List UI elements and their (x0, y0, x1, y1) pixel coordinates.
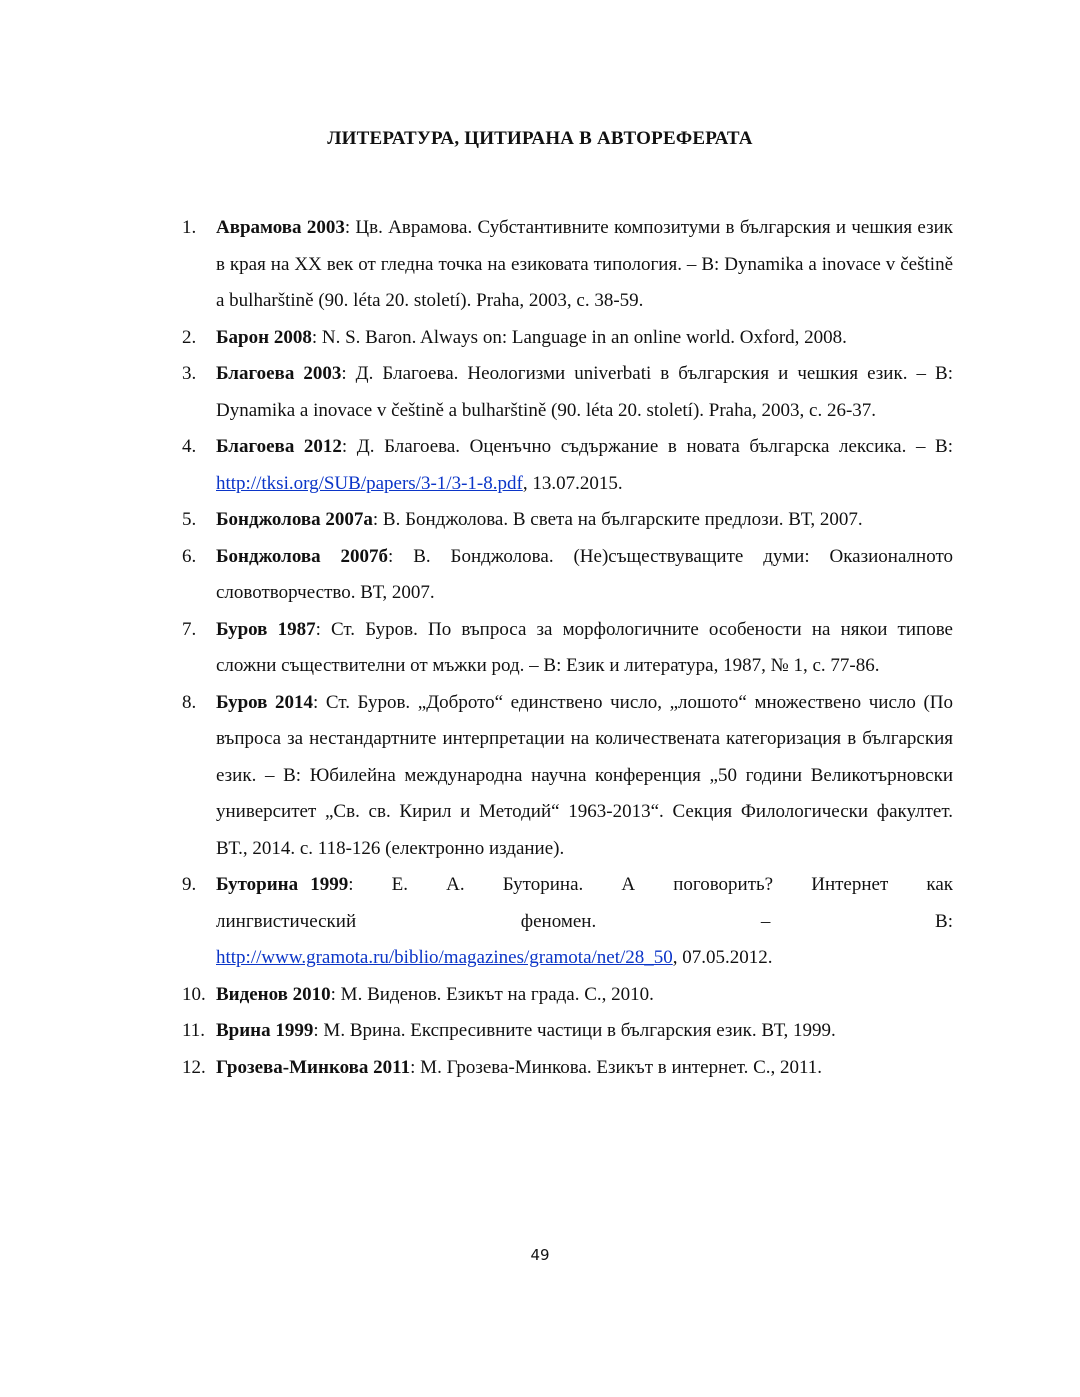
reference-key: Грозева-Минкова 2011 (216, 1056, 411, 1078)
list-number: 2. (182, 326, 197, 348)
list-item (182, 502, 953, 539)
reference-text: : М. Врина. Експресивните частици в българския език. ВТ, 1999. (313, 1020, 836, 1041)
list-number: 12. (182, 1056, 206, 1078)
list-number: 7. (182, 618, 197, 640)
reference-text: : Цв. Аврамова. Субстантивните композитуми в българския и чешкия език в края на ХХ век от гледна точка на езиковата типология. – В: Dynamika a inovace v češtině a bulharštině (90. léta 20. století). Praha, 2003, с. 38-59. (216, 217, 953, 311)
reference-text-end: , 07.05.2012. (672, 947, 773, 968)
list-item (182, 867, 953, 977)
list-item (182, 210, 953, 320)
list-number: 8. (182, 691, 197, 713)
list-item (182, 539, 953, 612)
page-title: ЛИТЕРАТУРА, ЦИТИРАНА В АВТОРЕФЕРАТА (327, 128, 753, 149)
list-number: 1. (182, 217, 197, 238)
reference-key: Виденов 2010 (216, 983, 331, 1005)
reference-text: : В. Бонджолова. (Не)съществуващите думи: Оказионалното словотворчество. ВТ, 2007. (216, 545, 953, 603)
reference-key: Бонджолова 2007а (216, 509, 373, 530)
reference-link[interactable]: http://tksi.org/SUB/papers/3-1/3-1-8.pdf (216, 472, 523, 494)
list-item (182, 977, 953, 1014)
list-item (182, 1050, 953, 1087)
reference-text: : Е. А. Буторина. А поговорить? Интернет как лингвистический феномен. – В: (216, 874, 953, 932)
list-number: 9. (182, 874, 197, 895)
reference-link[interactable]: http://www.gramota.ru/biblio/magazines/gramota/net/28_50 (216, 947, 673, 968)
list-number: 6. (182, 545, 197, 567)
list-number: 4. (182, 436, 197, 457)
reference-key: Врина 1999 (216, 1020, 314, 1041)
list-item (182, 685, 953, 868)
reference-key: Буторина 1999 (216, 874, 349, 895)
page-number: 49 (530, 1246, 550, 1264)
list-number: 11. (182, 1020, 206, 1041)
list-item (182, 1013, 953, 1050)
reference-key: Барон 2008 (216, 326, 312, 348)
reference-key: Благоева 2003 (216, 363, 342, 384)
reference-text: : М. Виденов. Езикът на града. С., 2010. (330, 983, 654, 1005)
reference-text: : В. Бонджолова. В света на българските предлози. ВТ, 2007. (372, 509, 863, 530)
reference-text: : Д. Благоева. Неологизми univerbati в българския и чешкия език. – В: Dynamika a inovace v češtině a bulharštině (90. léta 20. století). Praha, 2003, с. 26-37. (216, 363, 953, 421)
list-number: 3. (182, 363, 197, 384)
list-item (182, 320, 953, 357)
reference-list (182, 210, 953, 1086)
reference-key: Буров 2014 (216, 691, 314, 713)
reference-text-end: , 13.07.2015. (522, 472, 623, 494)
reference-text: : Д. Благоева. Оценъчно съдържание в новата българска лексика. – В: (341, 436, 953, 457)
reference-key: Буров 1987 (216, 618, 316, 640)
list-item (182, 612, 953, 685)
list-item (182, 356, 953, 429)
reference-text: : N. S. Baron. Always on: Language in an online world. Oxford, 2008. (311, 326, 847, 348)
reference-key: Бонджолова 2007б (216, 545, 389, 567)
list-number: 10. (182, 983, 206, 1005)
reference-text: : М. Грозева-Минкова. Езикът в интернет. С., 2011. (410, 1056, 823, 1078)
list-number: 5. (182, 509, 197, 530)
reference-key: Благоева 2012 (216, 436, 342, 457)
reference-text: : Ст. Буров. По въпроса за морфологичните особености на някои типове сложни съществителни от мъжки род. – В: Език и литература, 1987, № 1, с. 77-86. (216, 618, 953, 676)
reference-text: : Ст. Буров. „Доброто“ единствено число, „лошото“ множествено число (По въпроса за нестандартните интерпретации на количествената категоризация в българския език. – В: Юбилейна международна научна конференция „50 години Великотърновски университет „Св. св. Кирил и Методий“ 1963-2013“. Секция Филологически факултет. ВТ., 2014. с. 118-126 (електронно издание). (216, 691, 953, 859)
list-item (182, 429, 953, 502)
reference-key: Аврамова 2003 (216, 217, 345, 238)
